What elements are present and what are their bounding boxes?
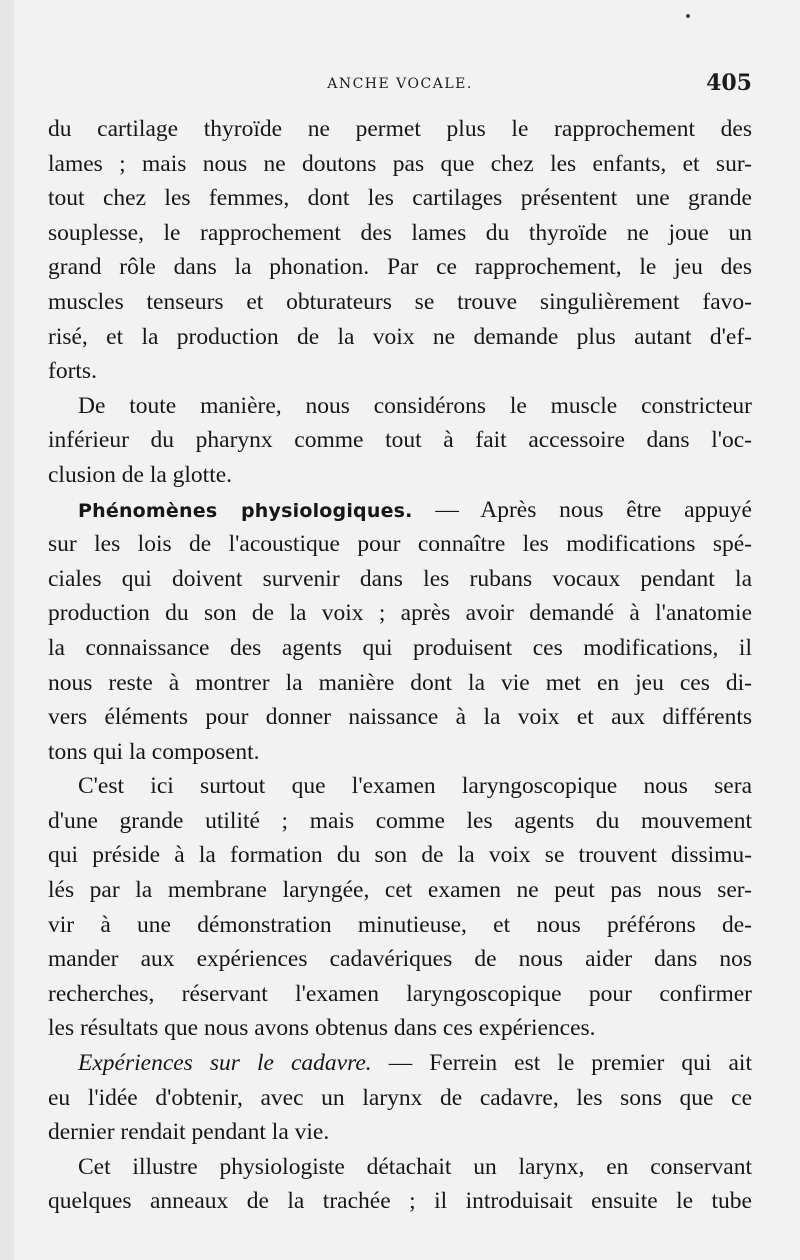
text-line: vers éléments pour donner naissance à la voix et aux différents [48, 704, 752, 731]
text-line [48, 493, 752, 528]
text-line: qui préside à la formation du son de la voix se trouvent dissimu- [48, 842, 752, 869]
text-line: dernier rendait pendant la vie. [48, 1119, 330, 1146]
ink-speck [686, 14, 690, 18]
text-line: inférieur du pharynx comme tout à fait accessoire dans l'oc- [48, 427, 752, 454]
text-line: les résultats que nous avons obtenus dans ces expériences. [48, 1015, 596, 1042]
text-line: quelques anneaux de la trachée ; il introduisait ensuite le tube [48, 1188, 752, 1215]
paragraph [48, 1150, 752, 1219]
text-line: clusion de la glotte. [48, 461, 233, 488]
text-line: tons qui la composent. [48, 738, 260, 765]
text-line: recherches, réservant l'examen laryngoscopique pour confirmer [48, 980, 752, 1007]
paragraph [48, 769, 752, 1046]
text-line: eu l'idée d'obtenir, avec un larynx de cadavre, les sons que ce [48, 1084, 752, 1111]
page-header [48, 70, 752, 100]
paragraph [48, 493, 752, 770]
text-line: nous reste à montrer la manière dont la vie met en jeu ces di- [48, 669, 752, 696]
text-line: du cartilage thyroïde ne permet plus le rapprochement des [48, 116, 752, 142]
section-heading: Expériences sur le cadavre. [78, 1050, 372, 1077]
body-text [48, 112, 752, 1219]
running-title: ANCHE VOCALE. [327, 76, 473, 92]
text-line: lames ; mais nous ne doutons pas que chez les enfants, et sur- [48, 150, 752, 177]
text-line: lés par la membrane laryngée, cet examen ne peut pas nous ser- [48, 877, 752, 904]
text-line: mander aux expériences cadavériques de nous aider dans nos [48, 946, 752, 973]
text-line: vir à une démonstration minutieuse, et nous préférons de- [48, 911, 752, 938]
text-line: Cet illustre physiologiste détachait un larynx, en conservant [78, 1153, 752, 1180]
text-line: muscles tenseurs et obturateurs se trouve singulièrement favo- [48, 288, 752, 315]
paragraph [48, 112, 752, 389]
text-line: grand rôle dans la phonation. Par ce rapprochement, le jeu des [48, 254, 752, 281]
text-line: tout chez les femmes, dont les cartilages présentent une grande [48, 185, 752, 212]
text-line: la connaissance des agents qui produisent ces modifications, il [48, 634, 752, 661]
paragraph [48, 1046, 752, 1150]
text-line: ciales qui doivent survenir dans les rubans vocaux pendant la [48, 565, 752, 592]
text-line: souplesse, le rapprochement des lames du thyroïde ne joue un [48, 219, 752, 246]
text-line [48, 1046, 752, 1081]
heading-continuation: — Ferrein est le premier qui ait [371, 1050, 752, 1077]
text-line: forts. [48, 358, 97, 385]
page-gutter [0, 0, 14, 1260]
heading-continuation: — Après nous être appuyé [412, 496, 752, 523]
text-line: risé, et la production de la voix ne demande plus autant d'ef- [48, 323, 752, 350]
text-line: De toute manière, nous considérons le muscle constricteur [78, 392, 752, 419]
text-line: production du son de la voix ; après avoir demandé à l'anatomie [48, 600, 752, 627]
paragraph [48, 389, 752, 493]
section-heading: Phénomènes physiologiques. [78, 499, 413, 522]
text-line: sur les lois de l'acoustique pour connaître les modifications spé- [48, 531, 752, 558]
page-number: 405 [706, 70, 752, 96]
text-line: C'est ici surtout que l'examen laryngoscopique nous sera [78, 773, 752, 800]
text-line: d'une grande utilité ; mais comme les agents du mouvement [48, 807, 752, 834]
